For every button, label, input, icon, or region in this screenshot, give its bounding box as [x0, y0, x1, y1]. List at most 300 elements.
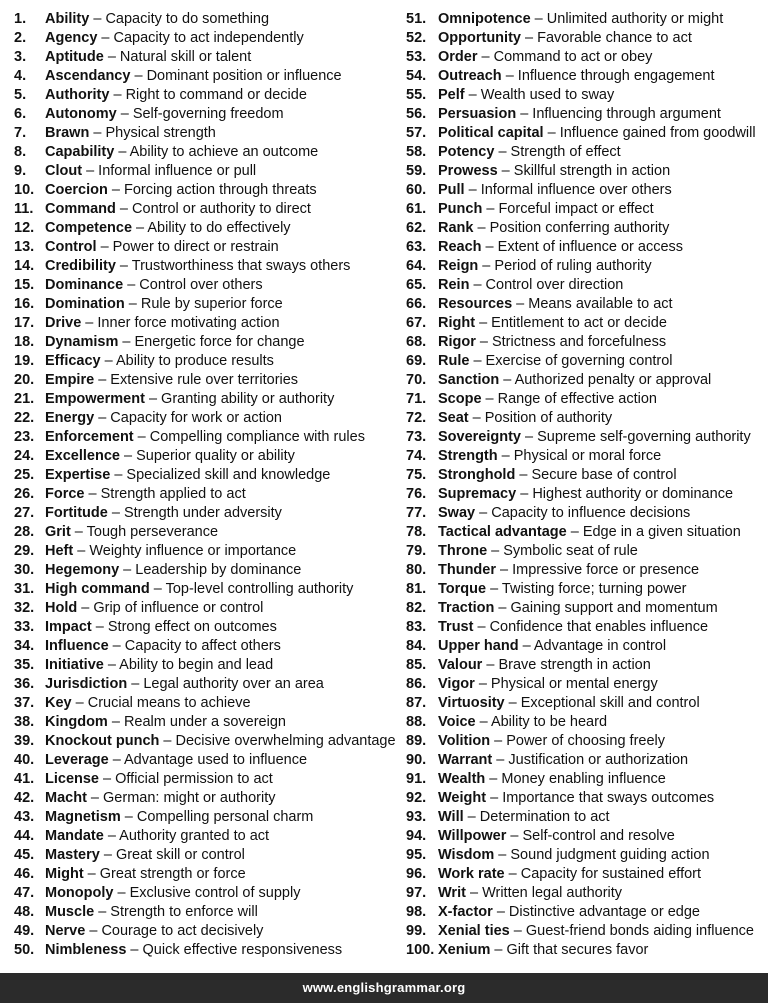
item-number: 48.: [14, 904, 35, 920]
item-term: Brawn: [45, 125, 90, 141]
item-number: 57.: [406, 125, 427, 141]
item-separator: –: [475, 714, 491, 730]
item-separator: –: [469, 277, 486, 293]
item-separator: –: [530, 11, 547, 27]
item-definition: Physical or moral force: [513, 448, 662, 464]
item-number: 5.: [14, 87, 27, 103]
item-term: Control: [45, 239, 97, 255]
list-item: [14, 618, 398, 637]
item-number: 1.: [14, 11, 27, 27]
item-term: Rank: [438, 220, 474, 236]
item-number: 83.: [406, 619, 427, 635]
item-separator: –: [116, 106, 133, 122]
item-term: X-factor: [438, 904, 493, 920]
item-definition: Inner force motivating action: [97, 315, 280, 331]
list-item: [406, 523, 766, 542]
item-separator: –: [497, 448, 514, 464]
item-separator: –: [103, 657, 120, 673]
item-term: Rigor: [438, 334, 476, 350]
item-term: Dynamism: [45, 334, 119, 350]
item-separator: –: [478, 258, 495, 274]
item-separator: –: [481, 391, 498, 407]
list-item: [406, 751, 766, 770]
list-item: [406, 694, 766, 713]
list-item: [14, 656, 398, 675]
item-term: Ability: [45, 11, 90, 27]
item-definition: Capacity to influence decisions: [491, 505, 691, 521]
item-number: 67.: [406, 315, 427, 331]
item-number: 59.: [406, 163, 427, 179]
item-separator: –: [464, 182, 481, 198]
item-separator: –: [494, 600, 511, 616]
item-term: Omnipotence: [438, 11, 531, 27]
item-separator: –: [73, 543, 90, 559]
item-separator: –: [543, 125, 560, 141]
item-separator: –: [127, 676, 144, 692]
item-term: Leverage: [45, 752, 109, 768]
right-column: [406, 10, 766, 960]
list-item: [406, 466, 766, 485]
item-definition: Brave strength in action: [498, 657, 651, 673]
item-definition: Forcing action through threats: [123, 182, 317, 198]
item-separator: –: [108, 638, 125, 654]
item-definition: Specialized skill and knowledge: [126, 467, 331, 483]
item-definition: Edge in a given situation: [582, 524, 741, 540]
item-definition: Self-governing freedom: [132, 106, 284, 122]
item-separator: –: [89, 11, 106, 27]
list-item: [14, 637, 398, 656]
item-definition: Extent of influence or access: [497, 239, 684, 255]
list-item: [406, 447, 766, 466]
item-separator: –: [501, 68, 518, 84]
list-item: [14, 466, 398, 485]
item-term: Authority: [45, 87, 110, 103]
item-number: 4.: [14, 68, 27, 84]
item-term: Monopoly: [45, 885, 114, 901]
list-item: [406, 561, 766, 580]
item-separator: –: [475, 505, 492, 521]
item-separator: –: [504, 866, 521, 882]
item-term: Expertise: [45, 467, 111, 483]
item-number: 18.: [14, 334, 35, 350]
list-item: [14, 200, 398, 219]
item-separator: –: [566, 524, 583, 540]
item-definition: Capacity to act independently: [113, 30, 304, 46]
item-separator: –: [482, 201, 499, 217]
list-item: [14, 789, 398, 808]
item-separator: –: [504, 695, 521, 711]
item-definition: Importance that sways outcomes: [502, 790, 715, 806]
item-term: Macht: [45, 790, 87, 806]
item-separator: –: [123, 277, 140, 293]
list-item: [406, 542, 766, 561]
item-separator: –: [89, 125, 106, 141]
item-term: Rule: [438, 353, 470, 369]
list-item: [406, 808, 766, 827]
item-term: Credibility: [45, 258, 116, 274]
list-item: [14, 352, 398, 371]
list-item: [406, 124, 766, 143]
item-term: Energy: [45, 410, 95, 426]
item-separator: –: [70, 524, 87, 540]
item-number: 28.: [14, 524, 35, 540]
item-separator: –: [149, 581, 166, 597]
list-item: [14, 675, 398, 694]
item-number: 74.: [406, 448, 427, 464]
item-number: 35.: [14, 657, 35, 673]
item-term: Seat: [438, 410, 469, 426]
list-item: [14, 48, 398, 67]
item-definition: Decisive overwhelming advantage: [175, 733, 396, 749]
item-term: Throne: [438, 543, 488, 559]
item-definition: Granting ability or authority: [161, 391, 335, 407]
item-number: 92.: [406, 790, 427, 806]
item-definition: Strictness and forcefulness: [491, 334, 667, 350]
item-number: 54.: [406, 68, 427, 84]
item-number: 42.: [14, 790, 35, 806]
item-term: Stronghold: [438, 467, 516, 483]
list-item: [406, 599, 766, 618]
item-definition: Twisting force; turning power: [501, 581, 687, 597]
item-separator: –: [114, 144, 130, 160]
item-number: 61.: [406, 201, 427, 217]
item-number: 6.: [14, 106, 27, 122]
item-definition: Ability to do effectively: [147, 220, 291, 236]
item-term: Capability: [45, 144, 115, 160]
item-term: Knockout punch: [45, 733, 160, 749]
item-definition: Strength of effect: [510, 144, 621, 160]
item-number: 60.: [406, 182, 427, 198]
item-definition: Control or authority to direct: [132, 201, 311, 217]
item-number: 12.: [14, 220, 35, 236]
item-number: 86.: [406, 676, 427, 692]
item-definition: Quick effective responsiveness: [142, 942, 343, 958]
list-item: [14, 865, 398, 884]
item-number: 25.: [14, 467, 35, 483]
item-separator: –: [492, 904, 509, 920]
item-term: Muscle: [45, 904, 95, 920]
item-number: 22.: [14, 410, 35, 426]
item-separator: –: [85, 923, 102, 939]
list-item: [14, 295, 398, 314]
item-number: 40.: [14, 752, 35, 768]
item-definition: Secure base of control: [531, 467, 677, 483]
item-term: Mastery: [45, 847, 100, 863]
list-item: [406, 846, 766, 865]
item-definition: Distinctive advantage or edge: [508, 904, 700, 920]
item-number: 33.: [14, 619, 35, 635]
item-definition: Top-level controlling authority: [165, 581, 354, 597]
list-item: [406, 181, 766, 200]
item-definition: Authorized penalty or approval: [514, 372, 712, 388]
list-item: [406, 48, 766, 67]
item-separator: –: [490, 733, 507, 749]
item-separator: –: [133, 429, 150, 445]
item-separator: –: [516, 486, 533, 502]
item-separator: –: [94, 372, 111, 388]
item-separator: –: [159, 733, 176, 749]
item-number: 77.: [406, 505, 427, 521]
item-definition: Control over direction: [485, 277, 624, 293]
item-definition: Influence gained from goodwill: [559, 125, 756, 141]
item-definition: Leadership by dominance: [135, 562, 302, 578]
item-term: Vigor: [438, 676, 475, 692]
list-item: [406, 352, 766, 371]
list-item: [14, 523, 398, 542]
item-term: Efficacy: [45, 353, 101, 369]
item-term: Scope: [438, 391, 482, 407]
item-separator: –: [487, 543, 504, 559]
item-number: 81.: [406, 581, 427, 597]
item-definition: Written legal authority: [482, 885, 623, 901]
item-term: Kingdom: [45, 714, 108, 730]
list-item: [406, 485, 766, 504]
item-definition: Rule by superior force: [140, 296, 283, 312]
item-number: 20.: [14, 372, 35, 388]
item-definition: Favorable chance to act: [537, 30, 692, 46]
list-item: [14, 485, 398, 504]
item-separator: –: [520, 30, 538, 46]
item-number: 16.: [14, 296, 35, 312]
item-definition: Capacity to do something: [105, 11, 270, 27]
item-number: 44.: [14, 828, 35, 844]
item-number: 95.: [406, 847, 427, 863]
item-term: License: [45, 771, 99, 787]
item-term: Virtuosity: [438, 695, 505, 711]
list-item: [406, 143, 766, 162]
list-item: [406, 637, 766, 656]
list-item: [406, 713, 766, 732]
list-item: [406, 105, 766, 124]
item-number: 50.: [14, 942, 35, 958]
item-term: Sanction: [438, 372, 500, 388]
item-term: Mandate: [45, 828, 104, 844]
item-definition: Great skill or control: [115, 847, 245, 863]
item-number: 55.: [406, 87, 427, 103]
item-definition: Period of ruling authority: [494, 258, 652, 274]
item-separator: –: [499, 372, 515, 388]
item-definition: Symbolic seat of rule: [503, 543, 638, 559]
item-term: Competence: [45, 220, 133, 236]
list-item: [406, 618, 766, 637]
list-item: [14, 447, 398, 466]
item-term: Warrant: [438, 752, 493, 768]
list-item: [406, 580, 766, 599]
item-number: 82.: [406, 600, 427, 616]
item-number: 27.: [14, 505, 35, 521]
item-definition: Informal influence or pull: [98, 163, 257, 179]
item-definition: Ability to begin and lead: [119, 657, 274, 673]
item-term: Potency: [438, 144, 495, 160]
item-definition: Realm under a sovereign: [123, 714, 286, 730]
item-definition: Power of choosing freely: [506, 733, 665, 749]
item-separator: –: [107, 182, 124, 198]
item-separator: –: [103, 49, 120, 65]
item-definition: Physical or mental energy: [490, 676, 658, 692]
item-number: 68.: [406, 334, 427, 350]
item-number: 58.: [406, 144, 427, 160]
item-number: 31.: [14, 581, 35, 597]
list-item: [14, 694, 398, 713]
item-separator: –: [482, 657, 499, 673]
item-number: 63.: [406, 239, 427, 255]
list-item: [14, 10, 398, 29]
item-term: Nerve: [45, 923, 86, 939]
list-item: [14, 219, 398, 238]
item-term: Excellence: [45, 448, 120, 464]
item-definition: Strength applied to act: [100, 486, 246, 502]
item-separator: –: [473, 220, 490, 236]
item-number: 10.: [14, 182, 35, 198]
item-definition: Physical strength: [105, 125, 216, 141]
list-item: [14, 580, 398, 599]
list-item: [14, 808, 398, 827]
item-separator: –: [496, 562, 513, 578]
item-number: 76.: [406, 486, 427, 502]
item-separator: –: [94, 410, 111, 426]
list-item: [14, 105, 398, 124]
item-number: 38.: [14, 714, 35, 730]
item-term: Willpower: [438, 828, 507, 844]
item-definition: Grip of influence or control: [93, 600, 264, 616]
item-number: 56.: [406, 106, 427, 122]
item-definition: Wealth used to sway: [480, 87, 615, 103]
item-term: Order: [438, 49, 478, 65]
list-item: [14, 428, 398, 447]
list-item: [14, 124, 398, 143]
list-item: [406, 29, 766, 48]
item-separator: –: [475, 334, 492, 350]
item-term: Domination: [45, 296, 125, 312]
item-term: Coercion: [45, 182, 108, 198]
list-item: [14, 941, 398, 960]
item-term: Sovereignty: [438, 429, 521, 445]
item-number: 99.: [406, 923, 427, 939]
list-item: [406, 884, 766, 903]
item-number: 98.: [406, 904, 427, 920]
item-definition: Range of effective action: [497, 391, 657, 407]
list-item: [406, 732, 766, 751]
list-item: [406, 200, 766, 219]
item-separator: –: [497, 163, 514, 179]
item-separator: –: [119, 448, 137, 464]
left-column: [14, 10, 398, 960]
list-item: [406, 941, 766, 960]
item-separator: –: [486, 581, 502, 597]
item-separator: –: [518, 638, 534, 654]
list-item: [14, 903, 398, 922]
item-separator: –: [494, 847, 511, 863]
item-separator: –: [474, 676, 491, 692]
item-term: Thunder: [438, 562, 496, 578]
item-number: 11.: [14, 201, 34, 217]
item-definition: Control over others: [139, 277, 263, 293]
list-item: [406, 162, 766, 181]
item-number: 51.: [406, 11, 427, 27]
item-definition: Entitlement to act or decide: [491, 315, 667, 331]
item-separator: –: [83, 866, 100, 882]
item-number: 85.: [406, 657, 427, 673]
item-separator: –: [91, 619, 108, 635]
list-item: [14, 542, 398, 561]
item-term: Influence: [45, 638, 109, 654]
item-definition: Position of authority: [484, 410, 613, 426]
item-number: 13.: [14, 239, 35, 255]
item-term: Torque: [438, 581, 487, 597]
item-term: Magnetism: [45, 809, 121, 825]
item-separator: –: [82, 163, 99, 179]
list-item: [406, 10, 766, 29]
item-separator: –: [126, 942, 143, 958]
item-separator: –: [115, 258, 132, 274]
item-term: Fortitude: [45, 505, 108, 521]
item-separator: –: [99, 771, 116, 787]
list-item: [406, 827, 766, 846]
list-item: [406, 314, 766, 333]
list-item: [14, 67, 398, 86]
list-item: [406, 86, 766, 105]
item-separator: –: [99, 847, 116, 863]
item-separator: –: [506, 828, 523, 844]
item-definition: Ability to be heard: [490, 714, 608, 730]
item-term: Nimbleness: [45, 942, 127, 958]
item-definition: Strong effect on outcomes: [107, 619, 277, 635]
list-item: [406, 238, 766, 257]
list-item: [406, 333, 766, 352]
item-definition: Confidence that enables influence: [489, 619, 709, 635]
list-item: [14, 238, 398, 257]
item-number: 88.: [406, 714, 427, 730]
item-term: High command: [45, 581, 150, 597]
item-number: 8.: [14, 144, 27, 160]
item-separator: –: [463, 809, 480, 825]
list-item: [406, 903, 766, 922]
item-definition: Right to command or decide: [125, 87, 307, 103]
item-number: 62.: [406, 220, 427, 236]
item-number: 32.: [14, 600, 35, 616]
item-number: 72.: [406, 410, 427, 426]
item-number: 36.: [14, 676, 35, 692]
item-term: Empire: [45, 372, 95, 388]
list-item: [14, 29, 398, 48]
item-separator: –: [81, 315, 98, 331]
item-definition: Ability to produce results: [115, 353, 274, 369]
item-definition: Extensive rule over territories: [110, 372, 299, 388]
item-number: 26.: [14, 486, 35, 502]
item-separator: –: [469, 353, 486, 369]
item-separator: –: [124, 296, 141, 312]
list-item: [14, 314, 398, 333]
item-term: Valour: [438, 657, 483, 673]
item-definition: Advantage in control: [533, 638, 667, 654]
item-term: Dominance: [45, 277, 124, 293]
item-number: 19.: [14, 353, 35, 369]
item-separator: –: [468, 410, 485, 426]
item-term: Jurisdiction: [45, 676, 128, 692]
item-definition: Authority granted to act: [119, 828, 270, 844]
item-separator: –: [113, 885, 130, 901]
item-term: Punch: [438, 201, 483, 217]
item-separator: –: [516, 106, 533, 122]
item-separator: –: [477, 49, 494, 65]
item-number: 39.: [14, 733, 35, 749]
item-separator: –: [107, 505, 124, 521]
list-item: [14, 409, 398, 428]
list-item: [14, 257, 398, 276]
list-item: [14, 599, 398, 618]
item-number: 94.: [406, 828, 427, 844]
item-definition: Guest-friend bonds aiding influence: [525, 923, 754, 939]
